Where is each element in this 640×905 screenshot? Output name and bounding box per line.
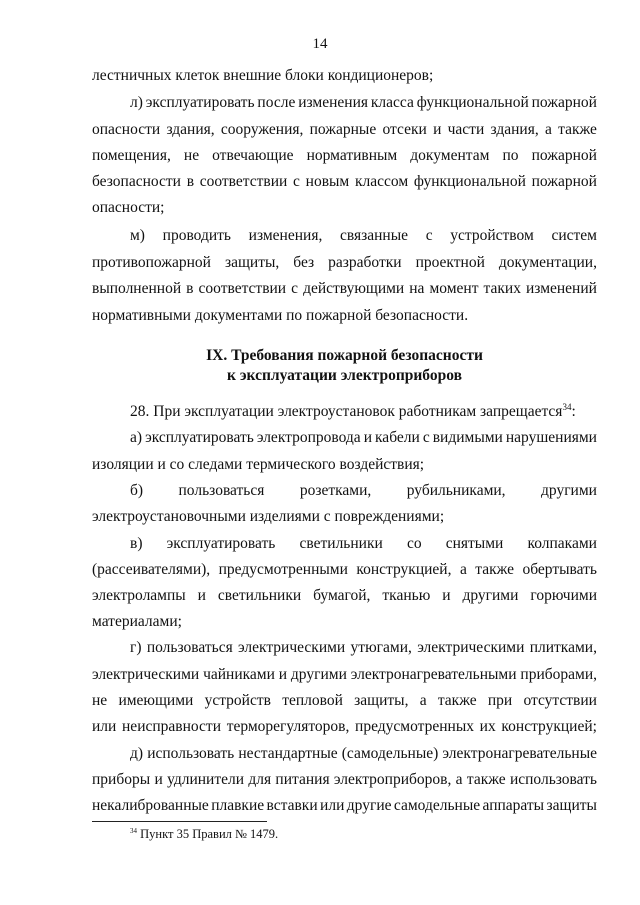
word: в [186, 280, 194, 297]
word: некалиброванные [92, 797, 209, 814]
word: электронагревательные [442, 745, 597, 762]
word: момент [429, 280, 479, 297]
word: использовать [147, 745, 235, 762]
text-line [130, 93, 597, 113]
word: без [293, 254, 315, 271]
text-line [130, 481, 597, 501]
word: части [447, 121, 485, 138]
word: новым [305, 173, 350, 190]
word: проектной [415, 254, 485, 271]
word: а [544, 121, 552, 138]
word: рубильниками, [406, 482, 506, 499]
word: приборами, [520, 666, 597, 683]
word: или [92, 718, 117, 735]
word: для [248, 771, 272, 788]
word: по [502, 147, 519, 164]
word: (самодельные) [341, 745, 439, 762]
text-line: лестничных клеток внешние блоки кондиционеров; [92, 67, 434, 84]
word: самодельные [393, 797, 481, 814]
word: предусмотренных [355, 718, 474, 735]
word: электролампы [92, 587, 186, 604]
word: эксплуатировать [145, 94, 255, 111]
text-line [130, 226, 597, 246]
word: а [459, 561, 467, 578]
text-line [92, 796, 597, 816]
text-span: 28. При эксплуатации электроустановок работникам запрещается [130, 403, 563, 420]
text-line [92, 146, 597, 166]
word: со [406, 535, 422, 552]
word: или [320, 797, 345, 814]
word: и [433, 121, 442, 138]
word: также [558, 121, 597, 138]
word: изменений [526, 280, 597, 297]
word: в) [130, 535, 143, 552]
text-line [130, 638, 597, 658]
word: отсеки [382, 121, 427, 138]
word: после [257, 94, 296, 111]
word: снятыми [445, 535, 504, 552]
text-line [92, 586, 597, 606]
word: другими [462, 587, 519, 604]
word: тканью [382, 587, 431, 604]
word: безопасности [92, 173, 181, 190]
word: документации, [498, 254, 597, 271]
word: также [475, 561, 515, 578]
text-line [92, 172, 597, 192]
word: удлинители [167, 771, 245, 788]
word: плавкие [211, 797, 265, 814]
word: бумагой, [313, 587, 371, 604]
word: здания, [166, 121, 215, 138]
word: нарушениями [505, 429, 597, 446]
word: приборы [92, 771, 151, 788]
word: видимыми [432, 429, 503, 446]
text-line: электроустановочными изделиями с повреждениями; [92, 508, 445, 525]
word: эксплуатировать [145, 429, 254, 446]
text-line [92, 691, 597, 711]
word: электроприборов, [333, 771, 452, 788]
word: тепловой [282, 692, 343, 709]
word: систем [551, 227, 597, 244]
word: конструкцией, [356, 561, 452, 578]
word: и [154, 771, 163, 788]
word: здания, [490, 121, 539, 138]
word: электронагревательными [350, 666, 517, 683]
word: не [183, 147, 200, 164]
word: устройством [450, 227, 534, 244]
word: г) [130, 639, 142, 656]
text-line [130, 428, 597, 448]
word: защиты [546, 797, 597, 814]
word: изменения [298, 94, 368, 111]
text-line: изоляции и со следами термического воздействия; [92, 456, 425, 473]
word: пожарной [531, 173, 597, 190]
word: конструкцией; [501, 718, 597, 735]
word: и [197, 587, 206, 604]
word: изменения, [248, 227, 323, 244]
word: имеющими [118, 692, 194, 709]
word: плитками, [529, 639, 597, 656]
word: аппараты [482, 797, 545, 814]
word: противопожарной [92, 254, 211, 271]
footnote-mark: 34 [130, 827, 137, 835]
word: электропровода [256, 429, 361, 446]
word: электрическими [417, 639, 525, 656]
footnote-separator [92, 821, 267, 822]
word: функциональной [416, 94, 529, 111]
word: электрическими [92, 666, 200, 683]
word: пользоваться [146, 639, 233, 656]
word: м) [130, 227, 145, 244]
word: проводить [162, 227, 231, 244]
text-span: : [571, 403, 576, 420]
word: использовать [509, 771, 597, 788]
word: и [442, 587, 451, 604]
word: утюгами, [350, 639, 412, 656]
section-heading-line-1: IX. Требования пожарной безопасности [206, 347, 483, 364]
word: с [422, 429, 430, 446]
word: соответствии [198, 280, 287, 297]
text-line [130, 402, 597, 422]
text-line [92, 770, 597, 790]
text-line [92, 717, 597, 737]
word: их [479, 718, 496, 735]
word: с [291, 280, 299, 297]
word: защиты, [224, 254, 280, 271]
word: функциональной [413, 173, 526, 190]
word: не [92, 692, 108, 709]
word: д) [130, 745, 144, 762]
word: пожарной [531, 147, 597, 164]
word: в [186, 173, 195, 190]
text-line: нормативными документами по пожарной безопасности. [92, 307, 469, 324]
footnote-reference: 34 [562, 402, 572, 412]
text-line [92, 279, 597, 299]
word: устройств [204, 692, 271, 709]
word: вставки [266, 797, 318, 814]
word: на [409, 280, 425, 297]
text-line [130, 744, 597, 764]
word: а) [130, 429, 143, 446]
footnote-text: Пункт 35 Правил № 1479. [137, 827, 279, 841]
word: с [425, 227, 433, 244]
word: при [487, 692, 513, 709]
word: и [278, 666, 288, 683]
footnote [130, 826, 278, 842]
word: (рассеивателями), [92, 561, 211, 578]
word: связанные [340, 227, 409, 244]
text-line [92, 120, 597, 140]
word: пожарные [309, 121, 377, 138]
word: колпаками [527, 535, 597, 552]
word: другими [541, 482, 597, 499]
word: и [363, 429, 372, 446]
word: класса [370, 94, 414, 111]
word: соответствии [199, 173, 288, 190]
word: выполненной [92, 280, 182, 297]
word: классом [354, 173, 409, 190]
word: а [455, 771, 463, 788]
text-line [92, 253, 597, 273]
page-number: 14 [312, 36, 328, 52]
word: розетками, [299, 482, 372, 499]
word: другие [346, 797, 392, 814]
word: терморегуляторов, [226, 718, 350, 735]
word: эксплуатировать [166, 535, 276, 552]
word: также [437, 692, 477, 709]
word: разработки [328, 254, 402, 271]
word: таких [483, 280, 521, 297]
word: также [466, 771, 506, 788]
word: горючими [530, 587, 597, 604]
word: нестандартные [238, 745, 338, 762]
text-line [92, 665, 597, 685]
word: нормативным [306, 147, 398, 164]
text-line [130, 534, 597, 554]
word: документам [410, 147, 490, 164]
word: помещения, [92, 147, 171, 164]
word: отсутствии [523, 692, 597, 709]
text-line: материалами; [92, 613, 182, 630]
word: электрическими [238, 639, 346, 656]
word: опасности [92, 121, 161, 138]
word: другими [290, 666, 347, 683]
word: защиты, [354, 692, 409, 709]
word: питания [275, 771, 330, 788]
word: действующими [303, 280, 405, 297]
word: обертывать [522, 561, 597, 578]
word: чайниками [203, 666, 275, 683]
word: отвечающие [212, 147, 294, 164]
word: с [293, 173, 300, 190]
word: пользоваться [178, 482, 265, 499]
word: сооружения, [220, 121, 304, 138]
word: светильники [217, 587, 302, 604]
word: б) [130, 482, 144, 499]
word: а [419, 692, 427, 709]
word: неисправности [122, 718, 221, 735]
text-line [92, 560, 597, 580]
section-heading-line-2: к эксплуатации электроприборов [227, 367, 462, 384]
word: светильники [299, 535, 383, 552]
text-line: опасности; [92, 199, 165, 216]
word: пожарной [531, 94, 597, 111]
word: предусмотренными [218, 561, 348, 578]
word: л) [130, 94, 143, 111]
word: кабели [375, 429, 420, 446]
